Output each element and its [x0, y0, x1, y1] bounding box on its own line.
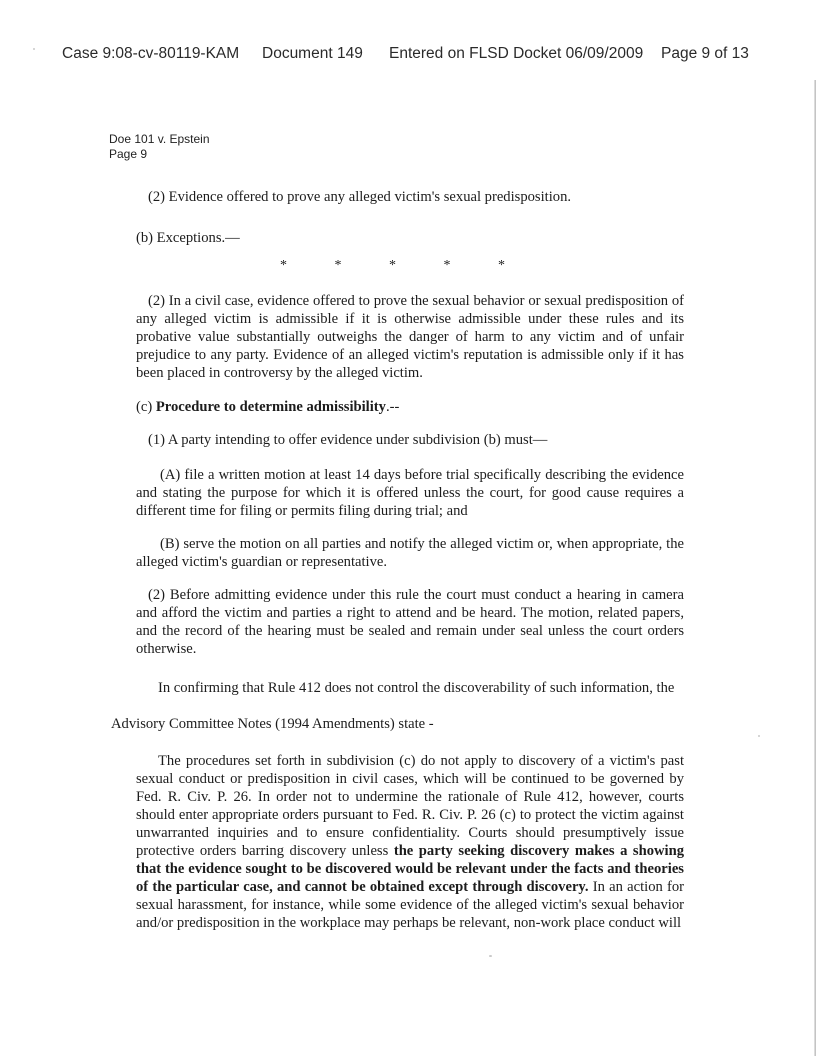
docket-entry: Entered on FLSD Docket 06/09/2009 — [389, 45, 644, 62]
quote-text-2: In an action for sexual harassment, for instance, while some evidence of the alleged victim's sexual behavior and/or predisposition in the workplace may perhaps be relevant, non-work place conduct will — [136, 879, 685, 931]
paragraph-cA: (A) file a written motion at least 14 days before trial specifically describing the evidence and stating the purpose for which it is offered unless the court, for good cause requires a different time for filing or permits filing during trial; and — [136, 467, 684, 519]
paragraph-b-heading: (b) Exceptions.— — [136, 230, 240, 246]
c-prefix: (c) — [136, 399, 156, 415]
star: * — [280, 258, 287, 273]
paragraph-c-heading — [136, 398, 684, 416]
paragraph-c1: (1) A party intending to offer evidence under subdivision (b) must— — [148, 432, 548, 448]
scan-speck — [33, 48, 35, 50]
star: * — [334, 258, 342, 273]
scan-speck — [489, 955, 492, 957]
case-caption — [109, 132, 210, 162]
caption-page: Page 9 — [109, 147, 148, 161]
ellipsis-stars — [280, 258, 505, 274]
paragraph-a2: (2) Evidence offered to prove any alleged victim's sexual predisposition. — [148, 189, 572, 205]
case-number: Case 9:08-cv-80119-KAM — [62, 45, 240, 62]
document-number: Document 149 — [262, 45, 363, 62]
paragraph-c2: (2) Before admitting evidence under this rule the court must conduct a hearing in camera and afford the victim and parties a right to attend and be heard. The motion, related papers, and the record of the hearing must be sealed and remain under seal unless the court orders otherwise. — [136, 587, 684, 657]
paragraph-confirm: In confirming that Rule 412 does not control the discoverability of such information, the — [158, 680, 675, 696]
caption-title: Doe 101 v. Epstein — [109, 132, 210, 146]
star: * — [498, 258, 505, 273]
c-title: Procedure to determine admissibility — [155, 399, 386, 415]
quoted-advisory-note — [136, 752, 684, 932]
paragraph-cB: (B) serve the motion on all parties and notify the alleged victim or, when appropriate, the alleged victim's guardian or representative. — [136, 536, 684, 570]
quote-bold-text: the party seeking discovery makes a showing that the evidence sought to be discovered would be relevant under the facts and theories of the particular case, and cannot be obtained except through discovery. — [136, 843, 685, 895]
quote-text-1: The procedures set forth in subdivision (c) do not apply to discovery of a victim's past sexual conduct or predisposition in civil cases, which will be continued to be governed by Fed. R. Civ. P. 26. In order not to undermine the rationale of Rule 412, however, courts should enter appropriate orders pursuant to Fed. R. Civ. P. 26 (c) to protect the victim against unwarranted inquiries and to ensure confidentiality. Courts should presumptively issue protective orders barring discovery unless — [136, 753, 684, 859]
paragraph-b2: (2) In a civil case, evidence offered to prove the sexual behavior or sexual predisposition of any alleged victim is admissible if it is otherwise admissible under these rules and its probative value substantially outweighs the danger of harm to any victim and of unfair prejudice to any party. Evidence of an alleged victim's reputation is admissible only if it has been placed in controversy by the alleged victim. — [136, 293, 684, 381]
page-count: Page 9 of 13 — [661, 45, 749, 62]
star: * — [443, 258, 451, 273]
paragraph-advisory: Advisory Committee Notes (1994 Amendments) state - — [111, 716, 434, 732]
star: * — [389, 258, 396, 273]
c-suffix: .-- — [385, 399, 400, 415]
scan-speck — [758, 735, 760, 737]
